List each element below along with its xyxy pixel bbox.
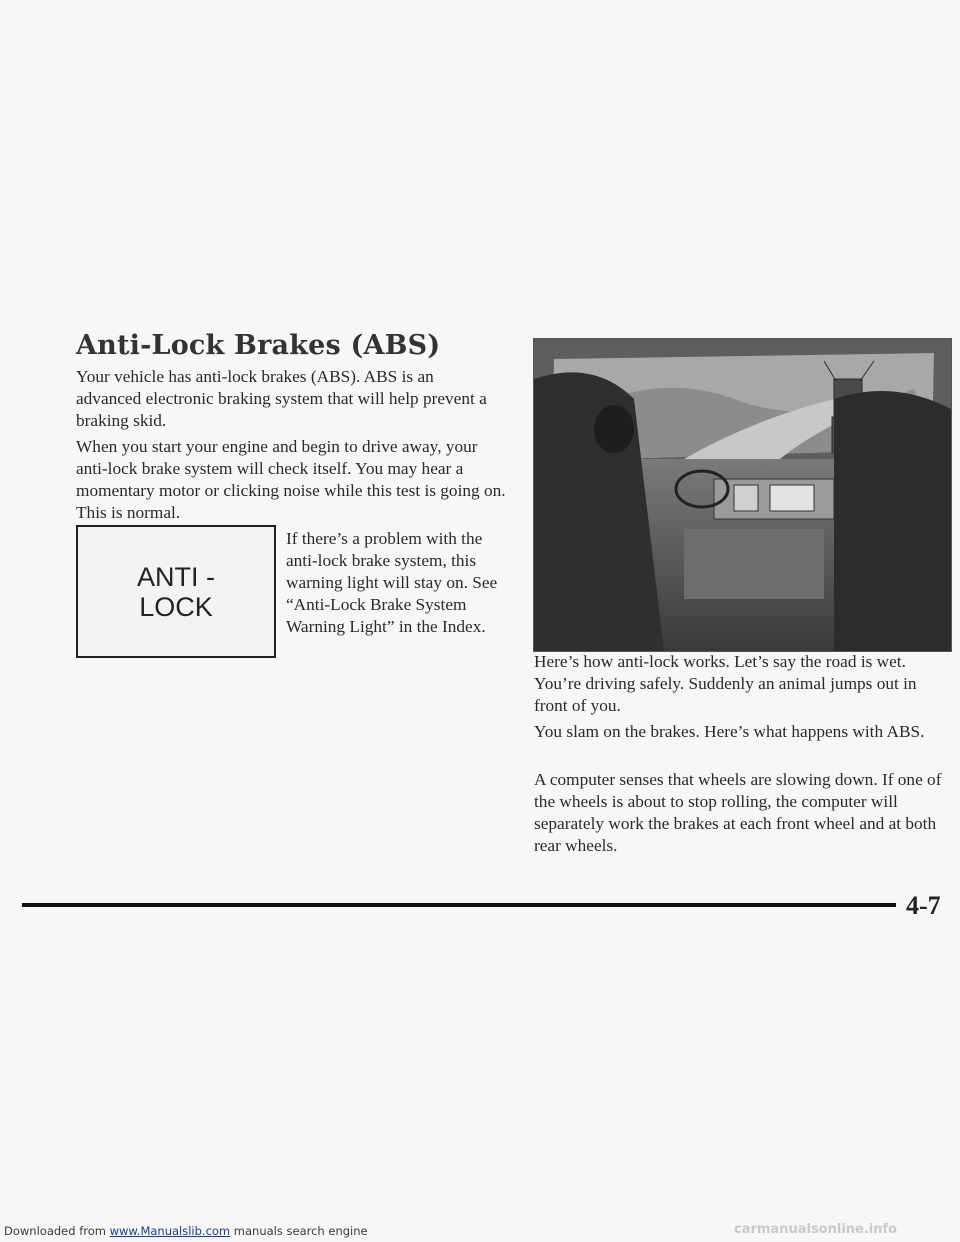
- manualslib-link[interactable]: www.Manualslib.com: [109, 1224, 231, 1238]
- warning-light-description: If there’s a problem with the anti-lock brake system, this warning light will stay on. See “Anti-Lock Brake System Warning Light” in the Index.: [286, 529, 498, 636]
- download-footer: [4, 1224, 368, 1238]
- section-title: Anti-Lock Brakes (ABS): [76, 330, 441, 361]
- footer-rule: [22, 903, 896, 907]
- self-check-paragraph: When you start your engine and begin to drive away, your anti-lock brake system will check itself. You may hear a momentary motor or clicking noise while this test is going on. This is normal.: [76, 437, 506, 522]
- scenario-paragraph: Here’s how anti-lock works. Let’s say the road is wet. You’re driving safely. Suddenly an animal jumps out in front of you.: [534, 652, 917, 715]
- footer-suffix: manuals search engine: [230, 1224, 368, 1238]
- warning-light-label: ANTI - LOCK: [137, 561, 215, 622]
- anti-lock-warning-light: [76, 525, 276, 658]
- computer-paragraph: A computer senses that wheels are slowing down. If one of the wheels is about to stop rolling, the computer will separately work the brakes at each front wheel and at both rear wheels.: [534, 770, 942, 855]
- intro-paragraph: Your vehicle has anti-lock brakes (ABS). ABS is an advanced electronic braking system that will help prevent a braking skid.: [76, 367, 487, 430]
- watermark: carmanualsonline.info: [734, 1222, 898, 1237]
- driver-braking-for-deer-illustration: [533, 338, 952, 652]
- page-number: 4-7: [906, 891, 941, 920]
- footer-prefix: Downloaded from: [4, 1224, 110, 1238]
- brakes-paragraph: You slam on the brakes. Here’s what happens with ABS.: [534, 722, 925, 741]
